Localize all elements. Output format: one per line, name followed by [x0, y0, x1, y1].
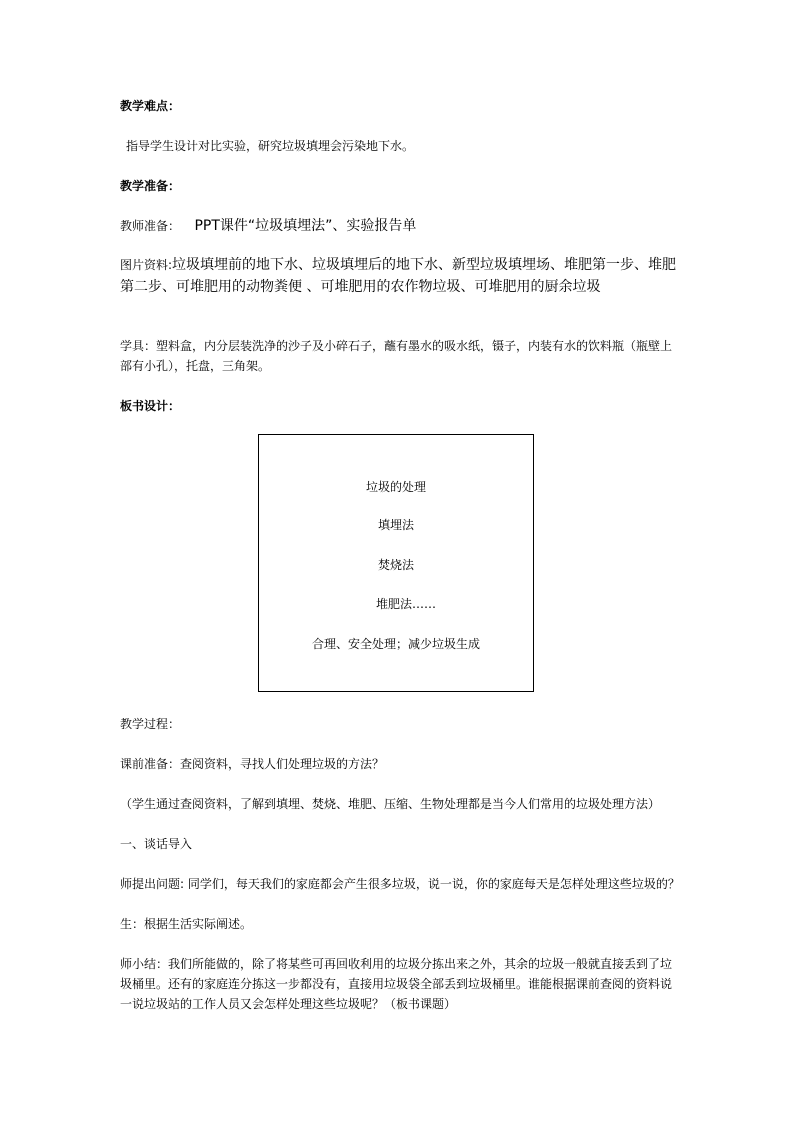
process-heading: 教学过程： [120, 717, 181, 731]
pre-class-prep: 课前准备：查阅资料，寻找人们处理垃圾的方法？ [120, 757, 385, 771]
teacher-prep [120, 216, 680, 236]
teacher-prep-label: 教师准备： [120, 219, 181, 233]
board-title: 垃圾的处理 [365, 480, 426, 494]
difficulty-heading: 教学难点： [120, 99, 181, 113]
student-answer: 生：根据生活实际阐述。 [120, 917, 253, 931]
pictures-text: 垃圾填埋前的地下水、垃圾填埋后的地下水、新型垃圾填埋场、堆肥第一步、堆肥第二步、可堆肥用的动物粪便 、可堆肥用的农作物垃圾、可堆肥用的厨余垃圾 [120, 257, 677, 295]
student-prep-line-2: 部有小孔），托盘，三角架。 [120, 359, 271, 373]
blackboard-design-box [258, 434, 534, 692]
board-incineration: 焚烧法 [377, 558, 414, 572]
part-1-heading: 一、谈话导入 [120, 837, 193, 851]
teacher-prep-text: PPT课件“垃圾填埋法”、实验报告单 [194, 218, 417, 234]
student-note: （学生通过查阅资料，了解到填埋、焚烧、堆肥、压缩、生物处理都是当今人们常用的垃圾处理方法） [120, 797, 661, 811]
pictures-label: 图片资料: [120, 258, 173, 272]
board-landfill: 填埋法 [377, 518, 414, 532]
summary-line-2: 圾桶里。还有的家庭连分拣这一步都没有，直接用垃圾袋全部丢到垃圾桶里。谁能根据课前查阅的资料说 [120, 977, 673, 991]
pictures-paragraph [120, 254, 680, 298]
difficulty-text: 指导学生设计对比实验，研究垃圾填埋会污染地下水。 [126, 139, 415, 153]
summary-line-3: 一说垃圾站的工作人员又会怎样处理这些垃圾呢？（板书课题） [120, 997, 457, 1011]
prep-heading: 教学准备： [120, 179, 181, 193]
summary-line-1: 师小结：我们所能做的，除了将某些可再回收利用的垃圾分拣出来之外，其余的垃圾一般就直接丢到了垃 [120, 957, 673, 971]
board-heading: 板书设计： [120, 399, 181, 413]
student-prep-line-1: 学具：塑料盒，内分层装洗净的沙子及小碎石子，蘸有墨水的吸水纸，镊子，内装有水的饮料瓶（瓶壁上 [120, 339, 673, 353]
teacher-question: 师提出问题: 同学们，每天我们的家庭都会产生很多垃圾，说一说，你的家庭每天是怎样处理这些垃圾的？ [120, 877, 680, 891]
board-conclusion: 合理、安全处理；减少垃圾生成 [311, 637, 480, 651]
board-compost: 堆肥法…… [375, 597, 436, 611]
